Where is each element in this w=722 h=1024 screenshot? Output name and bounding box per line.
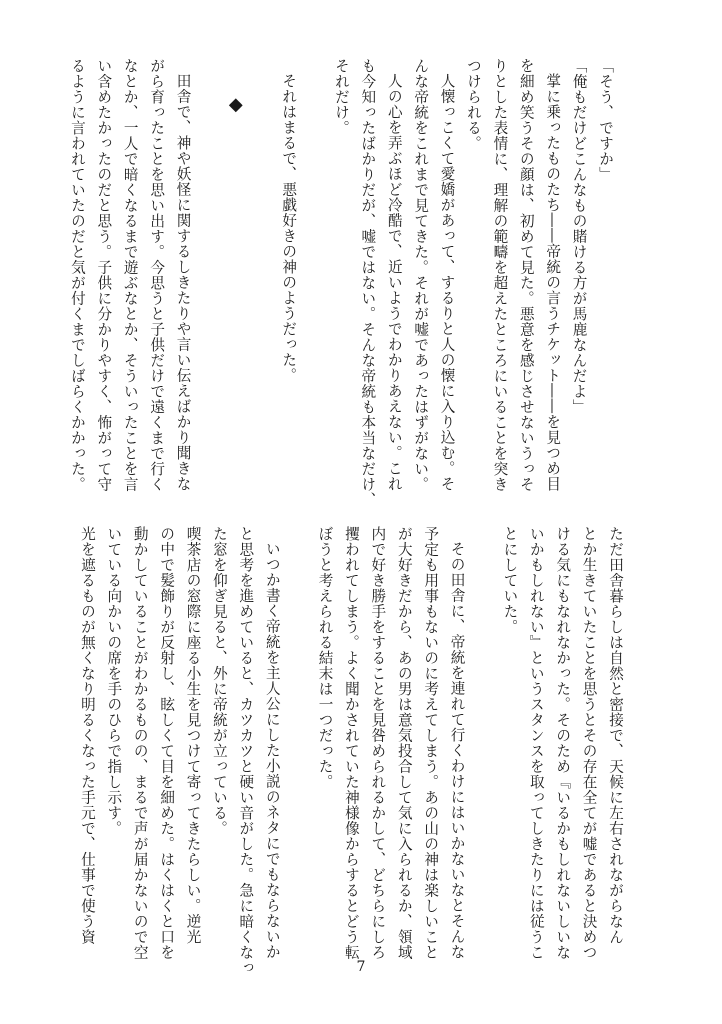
text-line: 予定も用事もないのに考えてしまう。あの山の神は楽しいこと: [422, 526, 440, 960]
text-line: の中で髪飾りが反射し、眩しくて目を細めた。はくはくと口を: [158, 526, 176, 960]
text-block-bottom: [74, 526, 629, 976]
text-line: も今知ったばかりだが、嘘ではない。そんな帝統も本当なだけ、: [359, 58, 377, 508]
text-line: 動かしていることがわかるものの、まるで声が届かないので空: [131, 526, 149, 960]
text-block-top: [64, 58, 618, 508]
text-line: それだけ。: [332, 58, 350, 136]
blank-line: [248, 58, 274, 478]
text-line: ただ田舎暮らしは自然と密接で、天候に左右されながらなん: [607, 526, 624, 945]
text-line: 攫われてしまう。よく聞かされていた神様像からするとどう転: [342, 526, 360, 960]
blank-line: [301, 58, 327, 478]
text-line: いつか書く帝統を主人公にした小説のネタにでもならないか: [263, 540, 281, 960]
text-line: なとか、一人で暗くなるまで遊ぶなとか、そういったことを言: [121, 58, 139, 492]
text-line: 人の心を弄ぶほど冷酷で、近いようでわかりあえない。これ: [385, 72, 403, 492]
text-line: 人懐っこくて愛嬌があって、するりと人の懐に入り込む。そ: [438, 72, 456, 492]
text-line: い含めたかったのだと思う。子供に分かりやすく、怖がって守: [95, 58, 113, 492]
text-line: 掌に乗ったものたち――帝統の言うチケット――を見つめ目: [544, 72, 562, 492]
text-line: ける気にもなれなかった。そのため『いるかもしれないしいな: [554, 526, 572, 960]
text-line: それはまるで、悪戯好きの神のようだった。: [280, 72, 298, 383]
text-line: とか生きていたことを思うとその存在全てが嘘であると決めつ: [580, 526, 598, 960]
text-line: 「そう、ですか」: [597, 58, 614, 182]
text-line: と思考を進めていると、カツカツと硬い音がした。急に暗くなっ: [237, 526, 255, 976]
text-line: がら育ったことを思い出す。今思うと子供だけで遠くまで行く: [148, 58, 166, 492]
text-line: を細め笑うその顔は、初めて見た。悪意を感じさせないうっそ: [517, 58, 535, 492]
text-line: つけられる。: [464, 58, 482, 151]
text-line: 内で好き勝手をすることを見咎められるかして、どちらにしろ: [369, 526, 387, 960]
text-line: 喫茶店の窓際に座る小生を見つけて寄ってきたらしい。逆光: [184, 526, 202, 945]
text-line: 光を遮るものが無くなり明るくなった手元で、仕事で使う資: [78, 526, 96, 945]
text-line: いかもしれない』というスタンスを取ってしきたりには従うこ: [527, 526, 545, 960]
text-line: りとした表情に、理解の範疇を超えたところにいることを突き: [491, 58, 509, 492]
text-line: いている向かいの席を手のひらで指し示す。: [105, 526, 123, 836]
text-line: ぼうと考えられる結末は一つだった。: [316, 526, 334, 790]
text-line: た窓を仰ぎ見ると、外に帝統が立っている。: [210, 526, 228, 836]
blank-line: [470, 526, 496, 956]
page-number: 7: [356, 959, 366, 975]
text-line: 「俺もだけどこんなもの賭ける方が馬鹿なんだよ」: [570, 58, 588, 415]
blank-line: [285, 526, 311, 956]
text-line: 田舎で、神や妖怪に関するしきたりや言い伝えばかり聞きな: [174, 72, 192, 492]
text-line: その田舎に、帝統を連れて行くわけにはいかないなとそんな: [448, 540, 466, 960]
text-line: とにしていた。: [501, 526, 519, 635]
text-line: が大好きだから、あの男は意気投合して気に入られるか、領域: [395, 526, 413, 960]
blank-line: [196, 58, 222, 478]
text-line: んな帝統をこれまで見てきた。それが嘘であったはずがない。: [412, 58, 430, 492]
text-line: るように言われていたのだと気が付くまでしばらくかかった。: [68, 58, 86, 492]
section-break-diamond: ◆: [225, 94, 247, 116]
